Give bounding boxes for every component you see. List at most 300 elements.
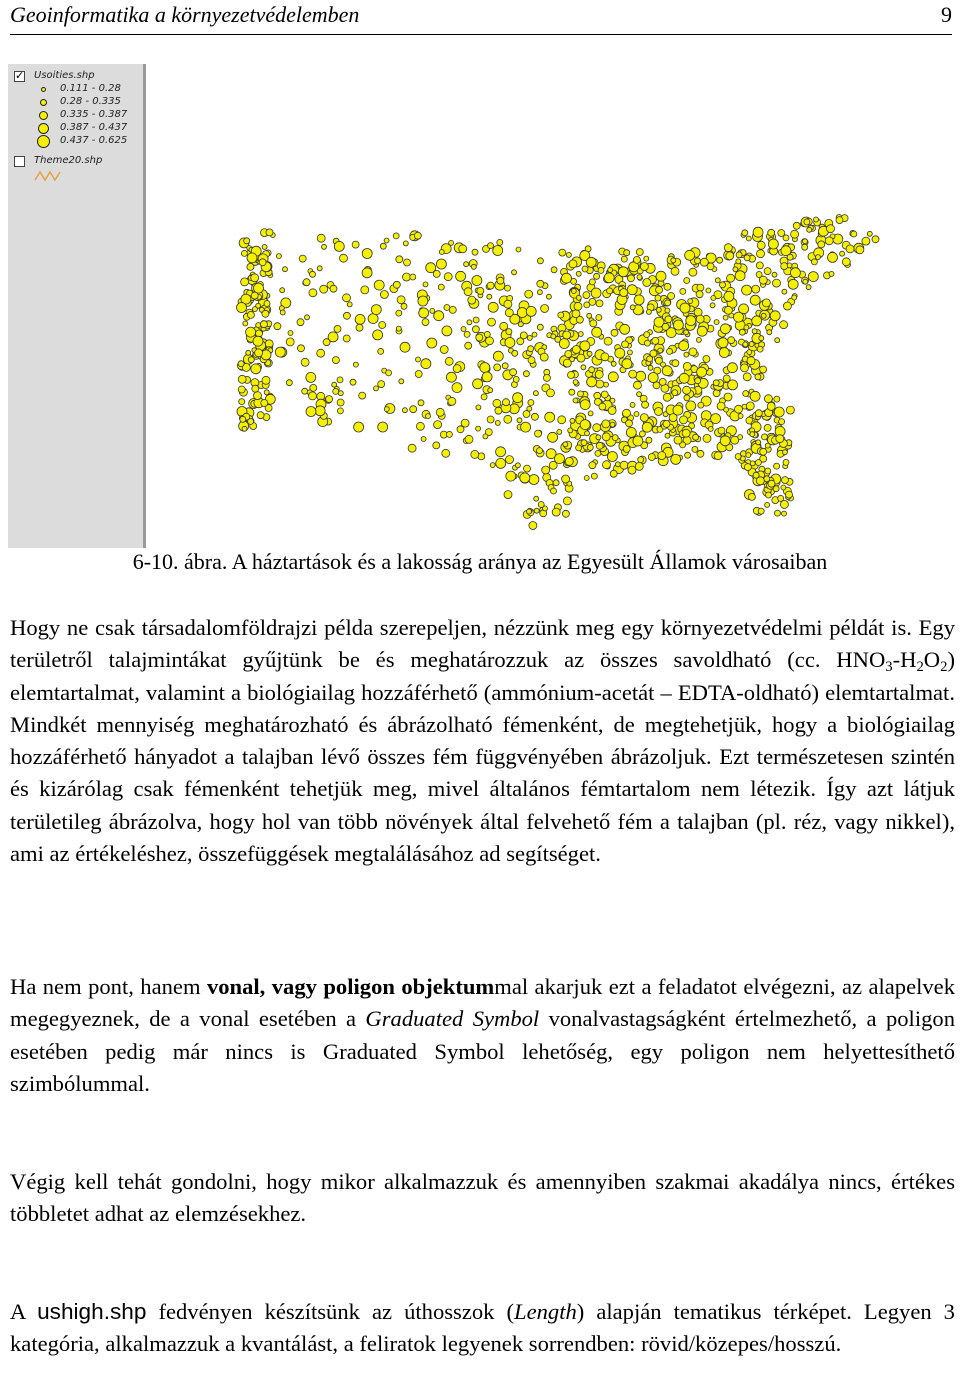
city-point (756, 477, 764, 485)
city-point (620, 461, 628, 469)
city-point (551, 488, 557, 494)
city-point (421, 437, 426, 442)
city-point (637, 275, 642, 280)
class-3-label: 0.335 - 0.387 (60, 109, 128, 120)
city-point (757, 250, 765, 258)
city-point (259, 259, 266, 266)
city-point (238, 375, 246, 383)
city-point (333, 388, 339, 394)
city-point (599, 403, 606, 410)
city-point (379, 322, 386, 329)
city-point (658, 348, 663, 353)
city-point (476, 426, 481, 431)
city-point (604, 382, 609, 387)
city-point (718, 338, 728, 348)
city-point (762, 434, 768, 440)
city-point (506, 456, 514, 464)
city-point (743, 342, 748, 347)
city-point (780, 500, 788, 508)
city-point (780, 321, 788, 329)
city-point (767, 402, 775, 410)
city-point (671, 267, 679, 275)
city-point (752, 285, 760, 293)
city-point (746, 402, 754, 410)
city-point (504, 300, 512, 308)
layer2-checkbox[interactable] (14, 156, 25, 167)
city-point (384, 238, 389, 243)
city-point (610, 470, 617, 477)
city-point (548, 432, 558, 442)
city-point (512, 350, 518, 356)
city-point (648, 373, 658, 383)
city-point (563, 442, 568, 447)
city-point (596, 442, 603, 449)
city-point (816, 255, 821, 260)
city-point (697, 284, 704, 291)
city-point (468, 296, 476, 304)
city-point (251, 274, 259, 282)
city-point (246, 327, 256, 337)
city-point (713, 390, 720, 397)
city-point (628, 275, 635, 282)
city-point (317, 266, 322, 271)
city-point (788, 279, 798, 289)
city-point (720, 436, 730, 446)
city-point (713, 380, 719, 386)
city-point (811, 259, 817, 265)
city-point (502, 363, 508, 369)
city-point (583, 292, 590, 299)
city-point (776, 435, 784, 443)
city-point (578, 332, 583, 337)
city-point (343, 335, 350, 342)
city-point (528, 346, 534, 352)
city-point (697, 326, 707, 336)
city-point (355, 314, 365, 324)
city-point (481, 394, 487, 400)
city-point (247, 311, 254, 318)
city-point (683, 362, 691, 370)
city-point (747, 357, 755, 365)
city-point (724, 244, 732, 252)
city-point (288, 331, 293, 336)
city-point (782, 289, 787, 294)
city-point (476, 405, 481, 410)
city-point (636, 249, 643, 256)
city-point (862, 237, 870, 245)
city-point (334, 325, 341, 332)
city-point (580, 400, 590, 410)
city-point (306, 372, 316, 382)
city-point (426, 414, 431, 419)
city-point (402, 408, 407, 413)
city-point (643, 279, 651, 287)
city-point (515, 463, 520, 468)
city-point (768, 239, 778, 249)
city-point (592, 327, 602, 337)
city-point (634, 412, 639, 417)
city-point (773, 279, 781, 287)
city-point (373, 330, 383, 340)
city-point (658, 452, 666, 460)
city-point (664, 283, 671, 290)
city-point (727, 363, 737, 373)
city-point (434, 421, 442, 429)
city-point (562, 475, 570, 483)
city-point (728, 337, 735, 344)
city-point (302, 388, 308, 394)
city-point (655, 408, 663, 416)
city-point (764, 268, 771, 275)
city-point (741, 364, 749, 372)
city-point (720, 324, 730, 334)
city-point (422, 319, 429, 326)
city-point (378, 381, 385, 388)
city-point (774, 396, 780, 402)
city-point (506, 329, 512, 335)
city-point (526, 306, 536, 316)
city-point (761, 313, 766, 318)
city-point (262, 376, 270, 384)
city-point (733, 267, 738, 272)
city-point (545, 412, 555, 422)
city-point (399, 379, 404, 384)
city-point (846, 245, 854, 253)
city-point (673, 405, 683, 415)
city-point (765, 443, 770, 448)
city-point (635, 462, 643, 470)
city-point (791, 230, 799, 238)
city-point (378, 422, 388, 432)
city-point (393, 233, 399, 239)
city-point (596, 300, 603, 307)
city-point (558, 312, 564, 318)
city-point (807, 227, 812, 232)
city-point (836, 217, 843, 224)
city-point (588, 411, 593, 416)
city-point (648, 454, 655, 461)
city-point (686, 316, 696, 326)
city-point (674, 436, 682, 444)
city-point (622, 341, 629, 348)
city-point (723, 315, 728, 320)
city-point (756, 440, 761, 445)
city-point (309, 392, 317, 400)
city-point (361, 286, 369, 294)
bold-term: vonal, vagy poligon objektum (206, 974, 495, 999)
city-point (689, 348, 697, 356)
layer2-name: Theme20.shp (34, 155, 103, 166)
city-point (724, 393, 732, 401)
city-point (746, 236, 751, 241)
city-point (426, 263, 436, 273)
city-point (765, 468, 771, 474)
city-point (755, 374, 761, 380)
city-point (524, 465, 531, 472)
city-point (622, 359, 632, 369)
city-point (537, 258, 543, 264)
page-number: 9 (941, 2, 952, 27)
city-point (630, 402, 635, 407)
city-point (827, 225, 835, 233)
city-point (374, 280, 384, 290)
city-point (416, 357, 421, 362)
city-point (610, 422, 615, 427)
city-point (323, 339, 330, 346)
city-point (362, 249, 372, 259)
city-point (497, 239, 503, 245)
city-point (529, 522, 537, 530)
city-point (368, 314, 378, 324)
city-point (465, 342, 472, 349)
city-point (480, 363, 490, 373)
city-point (731, 436, 739, 444)
city-point (688, 299, 693, 304)
city-point (628, 466, 636, 474)
city-point (646, 309, 651, 314)
city-point (620, 289, 628, 297)
city-point (585, 431, 590, 436)
city-point (330, 285, 337, 292)
city-point (414, 232, 421, 239)
city-point (595, 450, 601, 456)
city-point (565, 457, 573, 465)
city-point (520, 332, 527, 339)
city-point (563, 497, 571, 505)
city-point (768, 229, 775, 236)
city-point (438, 284, 444, 290)
city-point (523, 371, 529, 377)
city-point (618, 267, 628, 277)
city-point (825, 237, 833, 245)
city-point (727, 274, 735, 282)
city-point (589, 279, 595, 285)
city-point (317, 349, 325, 357)
city-point (533, 391, 538, 396)
city-point (743, 373, 751, 381)
city-point (587, 377, 597, 387)
city-point (326, 396, 333, 403)
city-point (378, 348, 384, 354)
city-point (714, 452, 722, 460)
city-point (568, 428, 573, 433)
city-point (310, 271, 316, 277)
city-point (496, 458, 506, 468)
city-point (356, 324, 363, 331)
city-point (562, 510, 569, 517)
city-point (415, 371, 422, 378)
city-point (756, 262, 763, 269)
city-point (747, 350, 752, 355)
city-point (252, 307, 257, 312)
city-point (403, 241, 408, 246)
city-point (286, 380, 292, 386)
city-point (602, 420, 610, 428)
city-point (668, 293, 675, 300)
city-point (350, 379, 356, 385)
city-point (656, 271, 666, 281)
city-point (467, 320, 472, 325)
city-point (696, 337, 701, 342)
city-point (322, 244, 327, 249)
city-point (808, 272, 818, 282)
class-3-symbol-icon (39, 111, 48, 120)
city-point (444, 273, 452, 281)
city-point (759, 276, 767, 284)
city-point (642, 401, 649, 408)
city-point (396, 256, 403, 263)
city-point (736, 252, 742, 258)
city-point (317, 234, 325, 242)
city-point (786, 406, 794, 414)
city-point (576, 295, 581, 300)
city-point (528, 400, 534, 406)
city-point (684, 395, 690, 401)
city-point (580, 341, 590, 351)
city-point (601, 391, 608, 398)
city-point (251, 364, 261, 374)
city-point (521, 422, 531, 432)
city-point (615, 462, 620, 467)
city-point (782, 477, 789, 484)
city-point (587, 444, 593, 450)
paragraph-3: Végig kell tehát gondolni, hogy mikor alkalmazzuk és amennyiben szakmai akadálya nincs, értékes többletet adhat az elemzésekhez. (10, 1169, 955, 1227)
city-point (581, 440, 587, 446)
city-point (589, 367, 595, 373)
city-point (449, 240, 454, 245)
city-point (537, 280, 544, 287)
city-point (726, 252, 734, 260)
city-point (626, 427, 636, 437)
city-point (298, 345, 305, 352)
paragraph-4: A ushigh.shp fedvényen készítsünk az úthosszok (Length) alapján tematikus térképet. Legyen 3 kategória, alkalmazzuk a kvantálást, a feliratok legyenek sorrendben: rövid/közepes/hosszú. (10, 1299, 955, 1357)
city-point (547, 389, 555, 397)
city-point (529, 475, 539, 485)
city-point (696, 291, 703, 298)
city-point (596, 315, 602, 321)
city-point (512, 270, 517, 275)
city-point (563, 359, 571, 367)
city-point (652, 337, 659, 344)
city-point (401, 303, 407, 309)
city-point (337, 399, 344, 406)
city-point (497, 277, 504, 284)
city-point (505, 309, 513, 317)
city-point (472, 326, 479, 333)
city-point (591, 288, 601, 298)
city-point (484, 331, 490, 337)
city-point (557, 429, 562, 434)
city-point (828, 252, 838, 262)
city-point (760, 448, 767, 455)
city-point (506, 471, 516, 481)
city-point (569, 260, 577, 268)
city-point (433, 442, 440, 449)
city-point (535, 430, 542, 437)
city-point (239, 399, 245, 405)
city-point (738, 414, 743, 419)
city-point (633, 256, 640, 263)
city-point (781, 485, 786, 490)
city-point (487, 282, 494, 289)
city-point (867, 231, 872, 236)
city-point (571, 289, 576, 294)
city-point (596, 435, 601, 440)
city-point (684, 352, 689, 357)
city-point (647, 356, 653, 362)
city-point (264, 301, 270, 307)
city-point (494, 364, 501, 371)
city-point (493, 246, 503, 256)
city-point (439, 250, 444, 255)
city-point (482, 372, 492, 382)
city-point (540, 353, 548, 361)
city-point (241, 250, 247, 256)
city-point (380, 243, 386, 249)
city-point (706, 288, 711, 293)
class-5-label: 0.437 - 0.625 (60, 135, 128, 146)
city-point (719, 348, 729, 358)
city-point (680, 416, 688, 424)
city-point (500, 322, 508, 330)
city-point (483, 434, 488, 439)
layer1-name: Usoities.shp (34, 70, 95, 81)
city-point (453, 365, 461, 373)
city-point (252, 385, 259, 392)
city-point (266, 229, 273, 236)
city-point (303, 279, 310, 286)
city-point (436, 259, 446, 269)
city-point (587, 313, 592, 318)
class-2-label: 0.28 - 0.335 (60, 96, 121, 107)
layer1-checkbox[interactable] (14, 71, 25, 82)
city-point (689, 268, 697, 276)
italic-term: Length (514, 1299, 577, 1324)
city-point (621, 256, 627, 262)
city-point (679, 373, 689, 383)
city-point (755, 410, 762, 417)
city-point (752, 316, 762, 326)
italic-term: Graduated Symbol (365, 1006, 540, 1032)
city-point (602, 433, 610, 441)
city-point (611, 361, 616, 366)
city-point (563, 331, 571, 339)
city-point (720, 282, 726, 288)
city-point (598, 267, 604, 273)
city-point (818, 241, 825, 248)
filename: ushigh.shp (37, 1299, 147, 1324)
city-point (753, 227, 763, 237)
city-point (276, 254, 281, 259)
city-point (442, 449, 450, 457)
city-point (256, 323, 261, 328)
city-point (750, 461, 755, 466)
city-point (851, 231, 857, 237)
city-point (684, 330, 689, 335)
city-point (679, 341, 689, 351)
city-point (238, 386, 245, 393)
city-point (589, 462, 596, 469)
city-point (685, 250, 695, 260)
city-point (607, 288, 613, 294)
city-point (537, 290, 542, 295)
city-point (419, 308, 429, 318)
city-point (671, 258, 676, 263)
city-point (464, 262, 469, 267)
city-point (742, 285, 752, 295)
city-point (683, 386, 691, 394)
paragraph-1: Hogy ne csak társadalomföldrajzi példa szerepeljen, nézzünk meg egy környezetvédelmi példát is. Egy területről talajmintákat gyűjtünk be és meghatározzuk az összes savoldható (cc. $HNO_3-H_2O_2$) elemtartalmat, valamint a biológiailag hozzáférhető (ammónium-acetát – EDTA-oldható) elemtartalmat. Mindkét mennyiség meghatározható és ábrázolható fémenként, de megtehetjük, hogy a biológiailag hozzáférhető hányadot a talajban lévő összes fém függvényében ábrázoljuk. Ezt természetesen szintén és kizárólag csak fémenként tehetjük meg, mivel általános fémtartalom nem létezik. Így azt látjuk területileg ábrázolva, hogy hol van több növények által felvehető fém a talajban (pl. réz, vagy nikkel), ami az értékeléshez, összefüggések megtalálásához ad segítséget. (10, 615, 955, 867)
